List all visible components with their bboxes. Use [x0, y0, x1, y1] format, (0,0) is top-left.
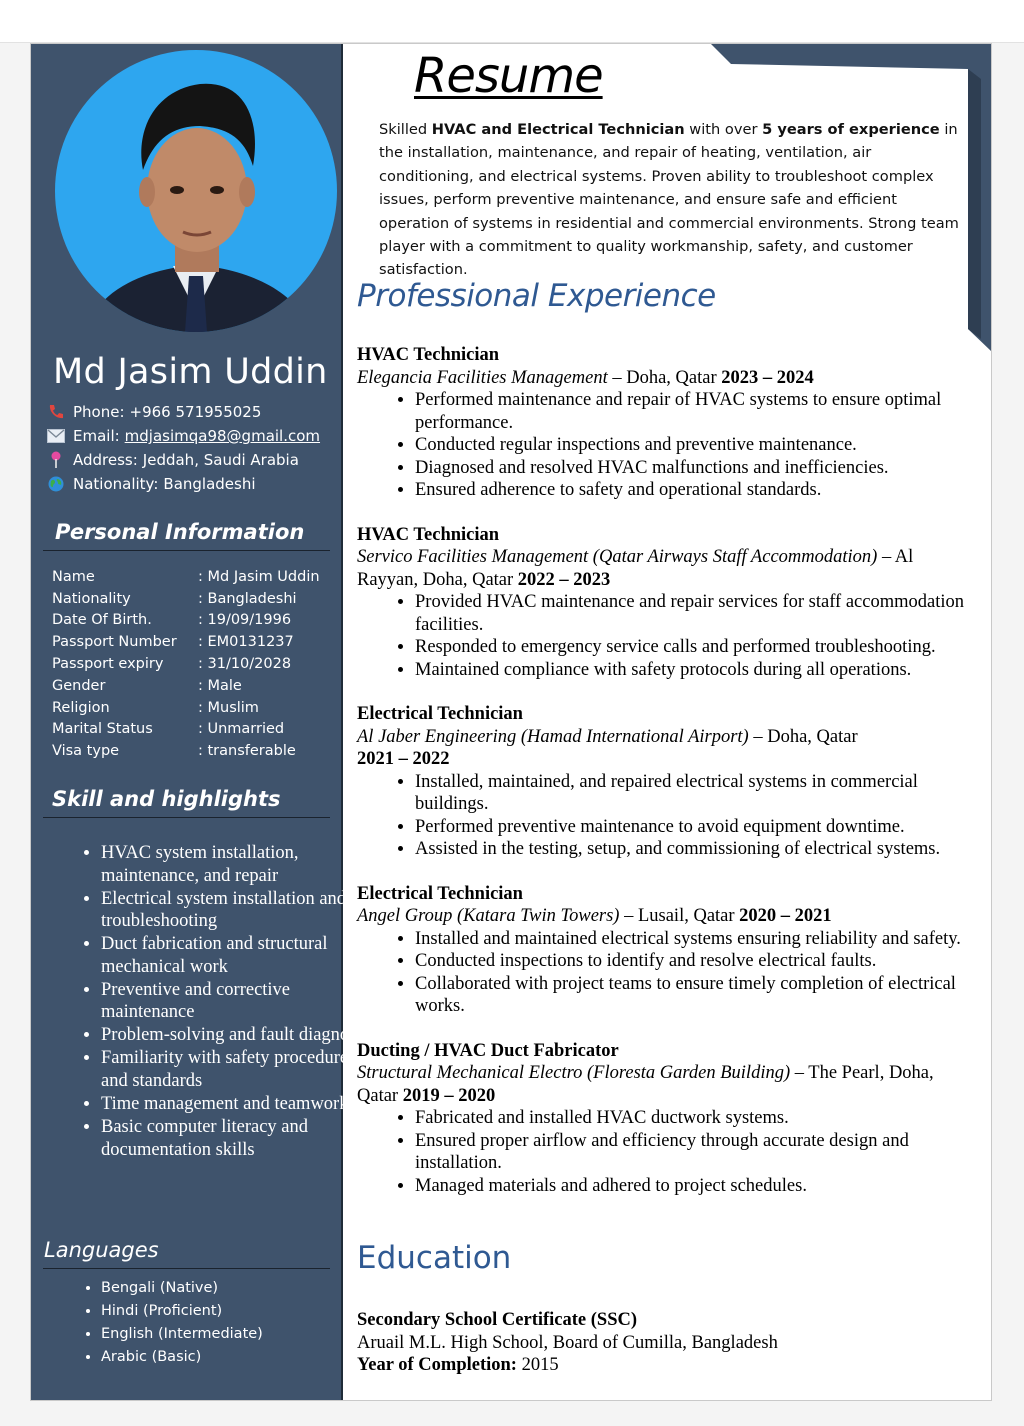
job-bullet: • Provided HVAC maintenance and repair services for staff accommodation facilities.	[415, 591, 977, 636]
job-bullet: • Installed, maintained, and repaired electrical systems in commercial buildings.	[415, 771, 977, 816]
job-bullet: • Diagnosed and resolved HVAC malfunctions and inefficiencies.	[415, 457, 977, 480]
phone-icon	[47, 403, 65, 421]
info-row: Visa type : transferable	[52, 743, 296, 760]
info-row: Passport expiry : 31/10/2028	[52, 656, 292, 673]
skill-item: • Preventive and corrective maintenance	[101, 979, 369, 1024]
job-bullet: • Fabricated and installed HVAC ductwork systems.	[415, 1107, 977, 1130]
map-pin-icon	[47, 451, 65, 469]
language-item: • Arabic (Basic)	[101, 1346, 361, 1369]
info-row: Date Of Birth. : 19/09/1996	[52, 612, 292, 629]
skill-item: • Duct fabrication and structural mechanical work	[101, 933, 369, 978]
job-bullet: • Assisted in the testing, setup, and commissioning of electrical systems.	[415, 838, 977, 861]
info-row: Gender : Male	[52, 677, 242, 694]
job-bullet: • Maintained compliance with safety protocols during all operations.	[415, 659, 977, 682]
job-entry	[357, 883, 977, 1018]
skills-heading: Skill and highlights	[43, 787, 330, 818]
contact-address: Address: Jeddah, Saudi Arabia	[47, 448, 337, 472]
personal-info-heading: Personal Information	[43, 520, 330, 551]
info-row: Name : Md Jasim Uddin	[52, 568, 320, 585]
info-row: Religion : Muslim	[52, 699, 259, 716]
education-degree: Secondary School Certificate (SSC)	[357, 1310, 638, 1330]
sidebar	[31, 44, 369, 1401]
info-row: Marital Status : Unmarried	[52, 721, 285, 738]
email-icon	[47, 427, 65, 445]
language-item: • Bengali (Native)	[101, 1277, 361, 1300]
language-item: • English (Intermediate)	[101, 1323, 361, 1346]
contact-email: Email: mdjasimqa98@gmail.com	[47, 424, 337, 448]
job-role: Electrical Technician	[357, 883, 523, 904]
skill-item: • Problem-solving and fault diagnosis	[101, 1024, 369, 1047]
education-year: Year of Completion: 2015	[357, 1355, 559, 1375]
job-bullet: • Conducted inspections to identify and resolve electrical faults.	[415, 950, 977, 973]
job-meta: Structural Mechanical Electro (Floresta Garden Building) – The Pearl, Doha, Qatar 2019 – 2020	[357, 1063, 934, 1106]
contact-list	[47, 400, 337, 496]
resume-page	[30, 43, 992, 1401]
document-title: Resume	[414, 48, 603, 104]
job-meta: Angel Group (Katara Twin Towers) – Lusail, Qatar 2020 – 2021	[357, 906, 832, 926]
contact-nationality: Nationality: Bangladeshi	[47, 472, 337, 496]
experience-list	[357, 344, 977, 1219]
globe-icon	[47, 475, 65, 493]
job-bullet: • Managed materials and adhered to project schedules.	[415, 1175, 977, 1198]
skills-list	[71, 842, 369, 1162]
languages-list	[71, 1277, 361, 1369]
job-entry	[357, 524, 977, 682]
job-bullet: • Ensured adherence to safety and operational standards.	[415, 479, 977, 502]
profile-photo	[55, 50, 337, 332]
job-role: HVAC Technician	[357, 345, 500, 365]
skill-item: • Time management and teamwork	[101, 1093, 369, 1116]
job-entry	[357, 1040, 977, 1198]
contact-phone: Phone: +966 571955025	[47, 400, 337, 424]
job-bullet: • Collaborated with project teams to ensure timely completion of electrical works.	[415, 973, 977, 1018]
language-item: • Hindi (Proficient)	[101, 1300, 361, 1323]
job-entry	[357, 703, 977, 861]
phone-number: +966 571955025	[129, 403, 262, 421]
education-entry	[357, 1309, 977, 1377]
person-portrait-icon	[55, 50, 337, 332]
education-school: Aruail M.L. High School, Board of Cumilla, Bangladesh	[357, 1332, 778, 1353]
job-bullet: • Responded to emergency service calls and performed troubleshooting.	[415, 636, 977, 659]
job-role: Electrical Technician	[357, 704, 523, 724]
education-heading: Education	[357, 1240, 512, 1276]
job-bullet: • Performed preventive maintenance to avoid equipment downtime.	[415, 816, 977, 839]
personal-info-table	[52, 566, 342, 762]
info-row: Passport Number : EM0131237	[52, 634, 294, 651]
skill-item: • HVAC system installation, maintenance, and repair	[101, 842, 369, 887]
job-role: HVAC Technician	[357, 524, 500, 545]
job-bullet: • Installed and maintained electrical systems ensuring reliability and safety.	[415, 928, 977, 951]
job-bullet: • Performed maintenance and repair of HVAC systems to ensure optimal performance.	[415, 389, 977, 434]
skill-item: • Electrical system installation and troubleshooting	[101, 888, 369, 933]
job-role: Ducting / HVAC Duct Fabricator	[357, 1040, 619, 1061]
job-meta: Servico Facilities Management (Qatar Airways Staff Accommodation) – Al Rayyan, Doha, Qatar 2022 – 2023	[357, 547, 914, 590]
job-bullet: • Ensured proper airflow and efficiency through accurate design and installation.	[415, 1130, 977, 1175]
job-meta: Al Jaber Engineering (Hamad International Airport) – Doha, Qatar 2021 – 2022	[357, 726, 858, 769]
email-link[interactable]: mdjasimqa98@gmail.com	[124, 427, 321, 445]
candidate-name: Md Jasim Uddin	[53, 352, 328, 392]
job-bullet: • Conducted regular inspections and preventive maintenance.	[415, 434, 977, 457]
skill-item: • Familiarity with safety procedures and standards	[101, 1047, 369, 1092]
job-entry	[357, 344, 977, 502]
job-meta: Elegancia Facilities Management – Doha, Qatar 2023 – 2024	[357, 367, 814, 388]
skill-item: • Basic computer literacy and documentation skills	[101, 1116, 369, 1161]
experience-heading: Professional Experience	[357, 278, 716, 314]
info-row: Nationality : Bangladeshi	[52, 590, 297, 607]
languages-heading: Languages	[43, 1238, 330, 1269]
summary-paragraph: Skilled HVAC and Electrical Technician with over 5 years of experience in the installation, maintenance, and repair of heating, ventilation, air conditioning, and electrical systems. Proven ability to troubleshoot complex issues, perform preventive maintenance, and ensure safe and efficient operation of systems in residential and commercial environments. Strong team player with a commitment to quality workmanship, safety, and customer satisfaction.	[379, 121, 959, 279]
viewer-top-bar	[0, 0, 1024, 43]
